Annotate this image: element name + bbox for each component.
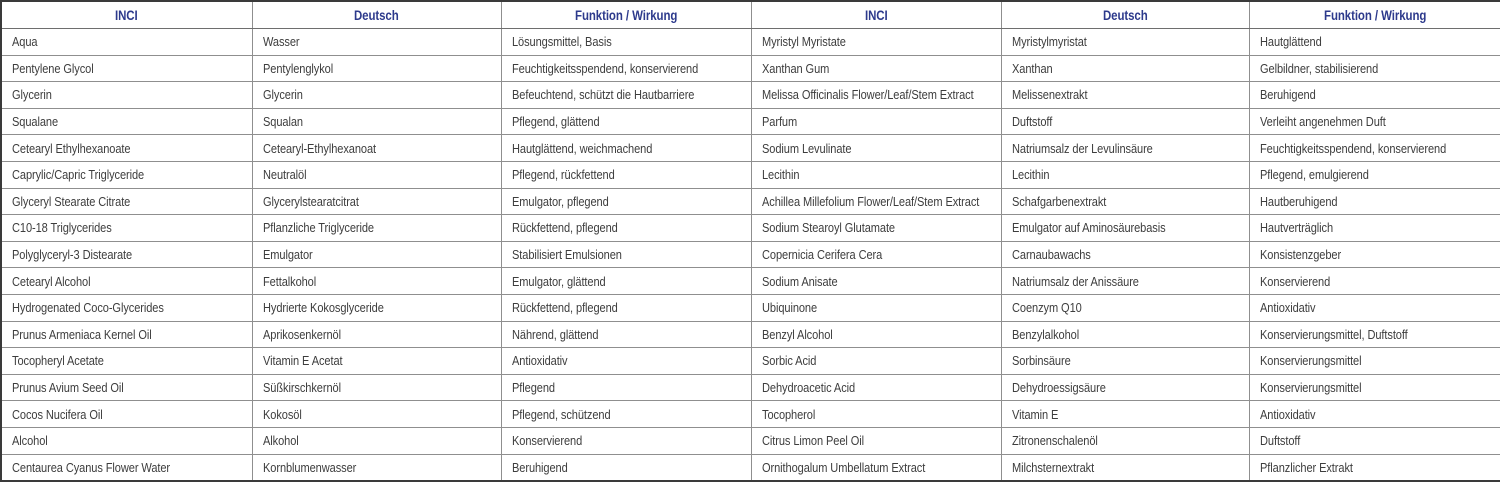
cell-text: Cetearyl Alcohol xyxy=(12,273,91,289)
cell-text: Antioxidativ xyxy=(511,353,567,369)
table-row xyxy=(1,294,1500,321)
cell-deutsch-left xyxy=(252,135,501,162)
cell-inci-left xyxy=(1,241,252,268)
cell-text: Schafgarbenextrakt xyxy=(1011,193,1106,209)
cell-text: Aqua xyxy=(12,34,38,50)
cell-inci-left xyxy=(1,374,252,401)
cell-text: Befeuchtend, schützt die Hautbarriere xyxy=(511,87,694,103)
cell-inci-right xyxy=(751,215,1001,242)
cell-text: Konservierungsmittel xyxy=(1259,353,1361,369)
cell-text: Nährend, glättend xyxy=(511,326,598,342)
cell-funktion-right xyxy=(1249,454,1500,481)
cell-text: Squalane xyxy=(12,114,59,130)
cell-funktion-left xyxy=(501,215,751,242)
cell-deutsch-left xyxy=(252,29,501,56)
cell-funktion-right xyxy=(1249,268,1500,295)
cell-text: Melissa Officinalis Flower/Leaf/Stem Extract xyxy=(761,87,974,103)
cell-text: Beruhigend xyxy=(1259,87,1316,103)
cell-deutsch-right xyxy=(1001,348,1249,375)
cell-text: Glycerin xyxy=(262,87,303,103)
cell-deutsch-right xyxy=(1001,82,1249,109)
cell-funktion-right xyxy=(1249,108,1500,135)
cell-text: Duftstoff xyxy=(1011,114,1052,130)
cell-text: Kornblumenwasser xyxy=(262,459,356,475)
cell-inci-left xyxy=(1,82,252,109)
cell-funktion-right xyxy=(1249,348,1500,375)
cell-funktion-left xyxy=(501,82,751,109)
cell-inci-left xyxy=(1,188,252,215)
cell-text: Konservierend xyxy=(511,433,582,449)
cell-deutsch-left xyxy=(252,454,501,481)
cell-text: Beruhigend xyxy=(511,459,568,475)
cell-inci-left xyxy=(1,55,252,82)
cell-deutsch-left xyxy=(252,55,501,82)
cell-text: Sodium Levulinate xyxy=(761,140,851,156)
header-label: Deutsch xyxy=(1102,7,1148,23)
table-row xyxy=(1,135,1500,162)
cell-text: Glyceryl Stearate Citrate xyxy=(12,193,131,209)
cell-text: Stabilisiert Emulsionen xyxy=(511,247,622,263)
cell-text: Glycerin xyxy=(12,87,52,103)
header-funktion-left xyxy=(501,1,751,29)
cell-funktion-right xyxy=(1249,294,1500,321)
cell-text: Wasser xyxy=(262,34,300,50)
cell-text: Lösungsmittel, Basis xyxy=(511,34,612,50)
cell-text: Cetearyl-Ethylhexanoat xyxy=(262,140,376,156)
cell-deutsch-right xyxy=(1001,188,1249,215)
cell-funktion-right xyxy=(1249,55,1500,82)
cell-text: Sorbic Acid xyxy=(761,353,816,369)
cell-deutsch-left xyxy=(252,241,501,268)
cell-deutsch-right xyxy=(1001,268,1249,295)
cell-text: Pentylene Glycol xyxy=(12,60,94,76)
cell-deutsch-left xyxy=(252,374,501,401)
cell-inci-right xyxy=(751,161,1001,188)
cell-text: Squalan xyxy=(262,114,303,130)
cell-funktion-right xyxy=(1249,161,1500,188)
cell-funktion-left xyxy=(501,427,751,454)
cell-inci-right xyxy=(751,29,1001,56)
cell-text: Kokosöl xyxy=(262,406,302,422)
cell-deutsch-left xyxy=(252,294,501,321)
cell-inci-right xyxy=(751,108,1001,135)
table-row xyxy=(1,55,1500,82)
cell-funktion-left xyxy=(501,55,751,82)
table-row xyxy=(1,29,1500,56)
cell-text: Emulgator, pflegend xyxy=(511,193,609,209)
table-row xyxy=(1,215,1500,242)
cell-funktion-left xyxy=(501,374,751,401)
cell-deutsch-right xyxy=(1001,161,1249,188)
cell-text: Lecithin xyxy=(761,167,799,183)
cell-inci-left xyxy=(1,29,252,56)
cell-text: Natriumsalz der Levulinsäure xyxy=(1011,140,1153,156)
cell-text: Ubiquinone xyxy=(761,300,817,316)
cell-text: Xanthan Gum xyxy=(761,60,829,76)
cell-inci-left xyxy=(1,215,252,242)
cell-text: Pflegend, rückfettend xyxy=(511,167,615,183)
cell-deutsch-right xyxy=(1001,401,1249,428)
cell-text: Copernicia Cerifera Cera xyxy=(761,247,882,263)
table-row xyxy=(1,348,1500,375)
cell-text: Myristylmyristat xyxy=(1011,34,1087,50)
cell-inci-left xyxy=(1,161,252,188)
cell-text: Hautverträglich xyxy=(1259,220,1333,236)
cell-funktion-right xyxy=(1249,241,1500,268)
cell-funktion-right xyxy=(1249,427,1500,454)
cell-text: Zitronenschalenöl xyxy=(1011,433,1098,449)
table-row xyxy=(1,427,1500,454)
cell-funktion-left xyxy=(501,108,751,135)
cell-text: Tocopherol xyxy=(761,406,815,422)
cell-deutsch-right xyxy=(1001,29,1249,56)
cell-text: Hautglättend xyxy=(1259,34,1322,50)
cell-text: Antioxidativ xyxy=(1259,406,1315,422)
cell-text: C10-18 Triglycerides xyxy=(12,220,112,236)
table-row xyxy=(1,161,1500,188)
cell-text: Feuchtigkeitsspendend, konservierend xyxy=(1259,140,1446,156)
cell-text: Konservierungsmittel xyxy=(1259,380,1361,396)
header-inci-right xyxy=(751,1,1001,29)
table-row xyxy=(1,454,1500,481)
cell-text: Cocos Nucifera Oil xyxy=(12,406,103,422)
cell-funktion-right xyxy=(1249,29,1500,56)
cell-text: Myristyl Myristate xyxy=(761,34,846,50)
cell-text: Melissenextrakt xyxy=(1011,87,1087,103)
header-label: INCI xyxy=(115,7,139,23)
cell-text: Benzyl Alcohol xyxy=(761,326,833,342)
cell-deutsch-right xyxy=(1001,241,1249,268)
cell-funktion-left xyxy=(501,321,751,348)
cell-inci-left xyxy=(1,135,252,162)
cell-text: Emulgator xyxy=(262,247,313,263)
cell-inci-right xyxy=(751,268,1001,295)
cell-funktion-left xyxy=(501,454,751,481)
table-row xyxy=(1,241,1500,268)
cell-text: Prunus Avium Seed Oil xyxy=(12,380,124,396)
cell-inci-right xyxy=(751,55,1001,82)
cell-text: Konservierungsmittel, Duftstoff xyxy=(1259,326,1408,342)
cell-text: Xanthan xyxy=(1011,60,1053,76)
table-row xyxy=(1,268,1500,295)
cell-text: Neutralöl xyxy=(262,167,306,183)
cell-deutsch-left xyxy=(252,427,501,454)
cell-text: Caprylic/Capric Triglyceride xyxy=(12,167,145,183)
cell-funktion-left xyxy=(501,401,751,428)
cell-inci-right xyxy=(751,348,1001,375)
cell-deutsch-left xyxy=(252,161,501,188)
cell-deutsch-left xyxy=(252,348,501,375)
cell-inci-right xyxy=(751,135,1001,162)
header-label: Funktion / Wirkung xyxy=(574,7,678,23)
cell-funktion-right xyxy=(1249,135,1500,162)
cell-deutsch-right xyxy=(1001,321,1249,348)
cell-funktion-right xyxy=(1249,188,1500,215)
cell-funktion-left xyxy=(501,161,751,188)
cell-text: Fettalkohol xyxy=(262,273,316,289)
cell-text: Coenzym Q10 xyxy=(1011,300,1082,316)
cell-text: Carnaubawachs xyxy=(1011,247,1091,263)
header-funktion-right xyxy=(1249,1,1500,29)
cell-text: Cetearyl Ethylhexanoate xyxy=(12,140,131,156)
cell-funktion-left xyxy=(501,29,751,56)
cell-inci-right xyxy=(751,401,1001,428)
cell-text: Sorbinsäure xyxy=(1011,353,1071,369)
cell-text: Sodium Anisate xyxy=(761,273,838,289)
cell-text: Süßkirschkernöl xyxy=(262,380,341,396)
header-inci-left xyxy=(1,1,252,29)
cell-inci-right xyxy=(751,321,1001,348)
cell-funktion-left xyxy=(501,294,751,321)
cell-text: Lecithin xyxy=(1011,167,1049,183)
cell-deutsch-left xyxy=(252,108,501,135)
cell-text: Natriumsalz der Anissäure xyxy=(1011,273,1139,289)
cell-text: Rückfettend, pflegend xyxy=(511,300,618,316)
cell-inci-left xyxy=(1,108,252,135)
cell-deutsch-left xyxy=(252,188,501,215)
cell-inci-right xyxy=(751,427,1001,454)
cell-deutsch-left xyxy=(252,321,501,348)
table-row xyxy=(1,401,1500,428)
cell-inci-right xyxy=(751,82,1001,109)
cell-funktion-left xyxy=(501,188,751,215)
cell-funktion-right xyxy=(1249,321,1500,348)
cell-inci-right xyxy=(751,454,1001,481)
cell-text: Citrus Limon Peel Oil xyxy=(761,433,864,449)
cell-funktion-left xyxy=(501,241,751,268)
cell-text: Duftstoff xyxy=(1259,433,1300,449)
cell-text: Pflegend xyxy=(511,380,555,396)
cell-deutsch-right xyxy=(1001,135,1249,162)
cell-inci-left xyxy=(1,321,252,348)
cell-funktion-left xyxy=(501,268,751,295)
cell-text: Emulgator, glättend xyxy=(511,273,606,289)
cell-text: Aprikosenkernöl xyxy=(262,326,341,342)
cell-deutsch-left xyxy=(252,82,501,109)
cell-text: Benzylalkohol xyxy=(1011,326,1079,342)
cell-funktion-left xyxy=(501,135,751,162)
cell-text: Hautberuhigend xyxy=(1259,193,1337,209)
cell-text: Vitamin E Acetat xyxy=(262,353,343,369)
cell-text: Milchsternextrakt xyxy=(1011,459,1094,475)
cell-text: Konsistenzgeber xyxy=(1259,247,1341,263)
cell-funktion-left xyxy=(501,348,751,375)
cell-text: Emulgator auf Aminosäurebasis xyxy=(1011,220,1166,236)
cell-text: Vitamin E xyxy=(1011,406,1058,422)
cell-text: Hydrogenated Coco-Glycerides xyxy=(12,300,164,316)
table-body xyxy=(1,29,1500,482)
cell-deutsch-left xyxy=(252,401,501,428)
cell-text: Pflegend, glättend xyxy=(511,114,600,130)
cell-funktion-right xyxy=(1249,82,1500,109)
cell-deutsch-right xyxy=(1001,55,1249,82)
cell-text: Pflanzliche Triglyceride xyxy=(262,220,374,236)
cell-text: Gelbildner, stabilisierend xyxy=(1259,60,1378,76)
cell-inci-right xyxy=(751,374,1001,401)
cell-text: Hydrierte Kokosglyceride xyxy=(262,300,384,316)
header-label: INCI xyxy=(864,7,888,23)
cell-deutsch-right xyxy=(1001,294,1249,321)
cell-text: Tocopheryl Acetate xyxy=(12,353,104,369)
cell-text: Verleiht angenehmen Duft xyxy=(1259,114,1386,130)
table-row xyxy=(1,321,1500,348)
cell-text: Centaurea Cyanus Flower Water xyxy=(12,459,171,475)
table-row xyxy=(1,374,1500,401)
cell-text: Glycerylstearatcitrat xyxy=(262,193,359,209)
table-header xyxy=(1,1,1500,29)
cell-text: Polyglyceryl-3 Distearate xyxy=(12,247,133,263)
cell-text: Pflanzlicher Extrakt xyxy=(1259,459,1353,475)
cell-text: Sodium Stearoyl Glutamate xyxy=(761,220,895,236)
cell-text: Hautglättend, weichmachend xyxy=(511,140,652,156)
cell-text: Alcohol xyxy=(12,433,48,449)
cell-text: Konservierend xyxy=(1259,273,1330,289)
cell-inci-left xyxy=(1,454,252,481)
cell-text: Feuchtigkeitsspendend, konservierend xyxy=(511,60,698,76)
header-deutsch-right xyxy=(1001,1,1249,29)
cell-inci-right xyxy=(751,241,1001,268)
table-row xyxy=(1,108,1500,135)
cell-text: Achillea Millefolium Flower/Leaf/Stem Extract xyxy=(761,193,979,209)
cell-inci-left xyxy=(1,401,252,428)
cell-inci-left xyxy=(1,348,252,375)
cell-funktion-right xyxy=(1249,374,1500,401)
header-label: Funktion / Wirkung xyxy=(1323,7,1426,23)
cell-inci-left xyxy=(1,294,252,321)
cell-text: Prunus Armeniaca Kernel Oil xyxy=(12,326,152,342)
cell-inci-left xyxy=(1,427,252,454)
cell-text: Alkohol xyxy=(262,433,299,449)
cell-deutsch-right xyxy=(1001,108,1249,135)
cell-text: Dehydroacetic Acid xyxy=(761,380,855,396)
cell-funktion-right xyxy=(1249,401,1500,428)
cell-inci-right xyxy=(751,294,1001,321)
cell-text: Pflegend, schützend xyxy=(511,406,611,422)
cell-text: Antioxidativ xyxy=(1259,300,1315,316)
cell-text: Parfum xyxy=(761,114,797,130)
cell-text: Dehydroessigsäure xyxy=(1011,380,1106,396)
cell-funktion-right xyxy=(1249,215,1500,242)
cell-deutsch-right xyxy=(1001,215,1249,242)
cell-deutsch-right xyxy=(1001,374,1249,401)
cell-text: Rückfettend, pflegend xyxy=(511,220,618,236)
table-row xyxy=(1,188,1500,215)
cell-inci-left xyxy=(1,268,252,295)
cell-deutsch-right xyxy=(1001,454,1249,481)
cell-deutsch-left xyxy=(252,215,501,242)
cell-deutsch-right xyxy=(1001,427,1249,454)
cell-inci-right xyxy=(751,188,1001,215)
header-label: Deutsch xyxy=(354,7,399,23)
table-row xyxy=(1,82,1500,109)
cell-text: Ornithogalum Umbellatum Extract xyxy=(761,459,925,475)
cell-deutsch-left xyxy=(252,268,501,295)
cell-text: Pflegend, emulgierend xyxy=(1259,167,1369,183)
cell-text: Pentylenglykol xyxy=(262,60,333,76)
header-row xyxy=(1,1,1500,29)
header-deutsch-left xyxy=(252,1,501,29)
